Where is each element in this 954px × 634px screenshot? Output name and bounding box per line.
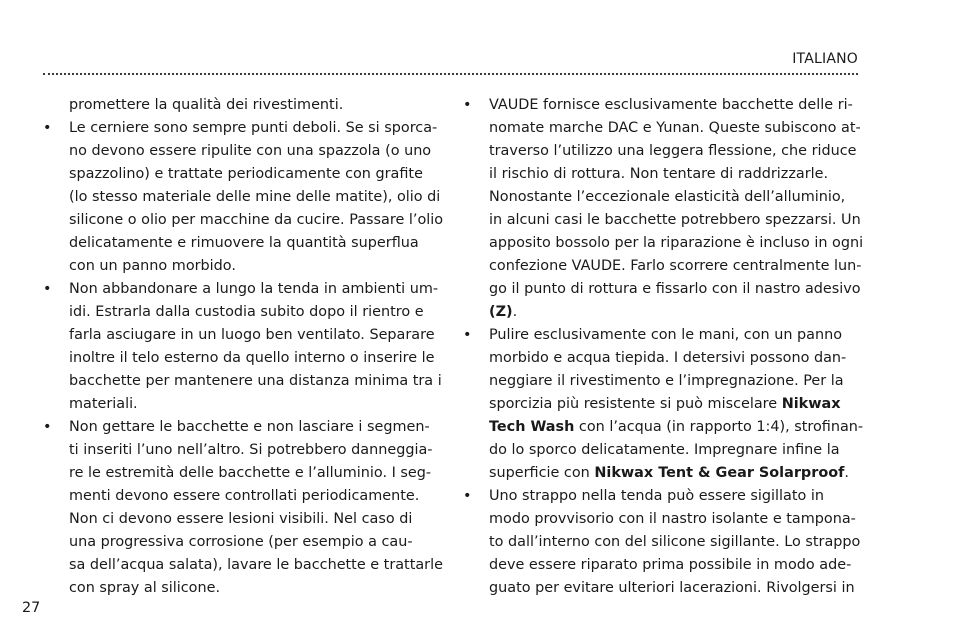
text-run: . xyxy=(512,304,518,320)
text-line: (lo stesso materiale delle mine delle matite), olio di xyxy=(69,189,441,205)
product-name: Tech Wash xyxy=(489,419,575,435)
bullet: • xyxy=(43,419,52,435)
bullet: • xyxy=(463,488,472,504)
text-line: modo provvisorio con il nastro isolante e tampona- xyxy=(489,511,856,527)
list-item xyxy=(463,324,863,485)
list-item xyxy=(43,117,443,278)
text-line: idi. Estrarla dalla custodia subito dopo il rientro e xyxy=(69,304,424,320)
text-line: do lo sporco delicatamente. Impregnare infine la xyxy=(489,442,840,458)
text-line: traverso l’utilizzo una leggera flessione, che riduce xyxy=(489,143,857,159)
text-line: Pulire esclusivamente con le mani, con un panno xyxy=(489,327,843,343)
text-line: apposito bossolo per la riparazione è incluso in ogni xyxy=(489,235,864,251)
product-name: Nikwax Tent & Gear Solarproof xyxy=(594,465,845,481)
text-line xyxy=(489,462,863,485)
text-line: promettere la qualità dei rivestimenti. xyxy=(69,97,344,113)
text-line: Le cerniere sono sempre punti deboli. Se si sporca- xyxy=(69,120,438,136)
text-line: guato per evitare ulteriori lacerazioni. Rivolgersi in xyxy=(489,580,855,596)
text-line: in alcuni casi le bacchette potrebbero spezzarsi. Un xyxy=(489,212,861,228)
bullet: • xyxy=(43,281,52,297)
text-run: . xyxy=(844,465,849,481)
text-line: Nonostante l’eccezionale elasticità dell’alluminio, xyxy=(489,189,846,205)
bullet: • xyxy=(43,120,52,136)
list-item xyxy=(463,94,863,324)
dotted-rule xyxy=(43,73,858,75)
text-line xyxy=(489,393,863,416)
text-line: Non abbandonare a lungo la tenda in ambienti um- xyxy=(69,281,439,297)
text-line: VAUDE fornisce esclusivamente bacchette delle ri- xyxy=(489,97,853,113)
text-line: materiali. xyxy=(69,396,138,412)
text-line: una progressiva corrosione (per esempio a cau- xyxy=(69,534,413,550)
text-line: neggiare il rivestimento e l’impregnazione. Per la xyxy=(489,373,844,389)
list-item xyxy=(463,485,863,600)
text-line: no devono essere ripulite con una spazzola (o uno xyxy=(69,143,432,159)
text-run: con l’acqua (in rapporto 1:4), strofinan- xyxy=(574,419,864,435)
text-line: sa dell’acqua salata), lavare le bacchette e trattarle xyxy=(69,557,443,573)
text-line xyxy=(489,301,863,324)
text-line: to dall’interno con del silicone sigillante. Lo strappo xyxy=(489,534,861,550)
text-line: Non ci devono essere lesioni visibili. Nel caso di xyxy=(69,511,413,527)
text-line: deve essere riparato prima possibile in modo ade- xyxy=(489,557,852,573)
right-column xyxy=(463,94,863,600)
text-line: Non gettare le bacchette e non lasciare i segmen- xyxy=(69,419,430,435)
text-line: spazzolino) e trattate periodicamente con grafite xyxy=(69,166,423,182)
text-line: confezione VAUDE. Farlo scorrere centralmente lun- xyxy=(489,258,862,274)
page-number: 27 xyxy=(22,600,41,616)
text-line: farla asciugare in un luogo ben ventilato. Separare xyxy=(69,327,435,343)
text-line: menti devono essere controllati periodicamente. xyxy=(69,488,420,504)
bullet: • xyxy=(463,327,472,343)
bullet: • xyxy=(463,97,472,113)
bold-reference: (Z) xyxy=(489,304,513,320)
text-run: superficie con xyxy=(489,465,595,481)
text-line: bacchette per mantenere una distanza minima tra i xyxy=(69,373,442,389)
text-line: inoltre il telo esterno da quello interno o inserire le xyxy=(69,350,435,366)
language-label: ITALIANO xyxy=(792,51,858,67)
text-line: con spray al silicone. xyxy=(69,580,221,596)
list-item xyxy=(43,416,443,600)
text-line xyxy=(489,416,863,439)
text-run: sporcizia più resistente si può miscelare xyxy=(489,396,782,412)
text-line: go il punto di rottura e fissarlo con il nastro adesivo xyxy=(489,281,861,297)
text-line: il rischio di rottura. Non tentare di raddrizzarle. xyxy=(489,166,829,182)
list-item xyxy=(43,278,443,416)
continuation-paragraph xyxy=(43,94,443,117)
text-line: re le estremità delle bacchette e l’alluminio. I seg- xyxy=(69,465,432,481)
text-line: Uno strappo nella tenda può essere sigillato in xyxy=(489,488,825,504)
product-name: Nikwax xyxy=(781,396,841,412)
text-line: nomate marche DAC e Yunan. Queste subiscono at- xyxy=(489,120,861,136)
text-line: morbido e acqua tiepida. I detersivi possono dan- xyxy=(489,350,847,366)
text-line: con un panno morbido. xyxy=(69,258,236,274)
text-line: ti inseriti l’uno nell’altro. Si potrebbero danneggia- xyxy=(69,442,433,458)
left-column xyxy=(43,94,443,600)
text-line: silicone o olio per macchine da cucire. Passare l’olio xyxy=(69,212,444,228)
text-line: delicatamente e rimuovere la quantità superflua xyxy=(69,235,419,251)
